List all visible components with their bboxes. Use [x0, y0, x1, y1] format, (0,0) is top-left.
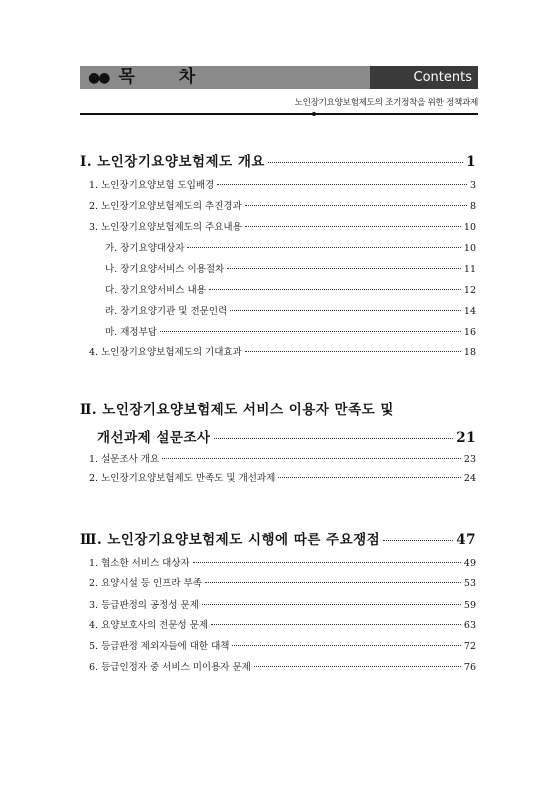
dot-leader — [209, 289, 461, 290]
toc-page-number: 59 — [463, 600, 476, 611]
toc-chapter-2[interactable] — [97, 426, 476, 446]
toc-page-number: 12 — [463, 285, 476, 296]
dot-leader — [245, 351, 461, 352]
toc-subsection-label: 가. 장기요양대상자 — [105, 243, 185, 254]
dot-leader — [254, 666, 461, 667]
toc-chapter-2-line1[interactable]: Ⅱ. 노인장기요양보험제도 서비스 이용자 만족도 및 — [80, 402, 394, 418]
toc-page-number: 47 — [456, 532, 476, 548]
toc-page-number: 16 — [463, 327, 476, 338]
dot-leader — [383, 540, 453, 541]
toc-section[interactable] — [89, 219, 476, 233]
dot-leader — [278, 477, 461, 478]
toc-subsection-label: 마. 재정부담 — [105, 327, 157, 338]
toc-page-number: 1 — [466, 154, 476, 170]
toc-page-number: 21 — [456, 430, 476, 446]
toc-page-number: 49 — [463, 558, 476, 569]
toc-section[interactable] — [89, 177, 476, 191]
dot-leader — [227, 268, 461, 269]
toc-chapter-3[interactable] — [80, 528, 476, 548]
toc-section-label: 2. 노인장기요양보험제도의 추진경과 — [89, 201, 242, 212]
toc-section[interactable] — [89, 617, 476, 631]
toc-chapter-title: Ⅰ. 노인장기요양보험제도 개요 — [80, 154, 265, 170]
dot-leader — [232, 645, 460, 646]
toc-section[interactable] — [89, 451, 476, 465]
toc-page-number: 53 — [463, 578, 476, 589]
toc-section[interactable] — [89, 555, 476, 569]
dot-leader — [193, 562, 461, 563]
toc-subsection[interactable] — [105, 240, 476, 254]
toc-page-number: 11 — [463, 264, 476, 275]
toc-chapter-title: 개선과제 설문조사 — [97, 430, 211, 446]
bullet-dots-icon: ●● — [88, 70, 109, 86]
report-subtitle: 노인장기요양보험제도의 조기정착을 위한 정책과제 — [294, 98, 478, 108]
toc-page-number: 24 — [463, 473, 476, 484]
toc-section-label: 3. 노인장기요양보험제도의 주요내용 — [89, 222, 242, 233]
dot-leader — [162, 458, 461, 459]
toc-subsection-label: 다. 장기요양서비스 내용 — [105, 285, 206, 296]
toc-section-label: 2. 노인장기요양보험제도 만족도 및 개선과제 — [89, 473, 276, 484]
toc-section-label: 4. 노인장기요양보험제도의 기대효과 — [89, 347, 242, 358]
toc-subsection[interactable] — [105, 282, 476, 296]
dot-leader — [214, 438, 454, 439]
toc-section[interactable] — [89, 470, 476, 484]
toc-section-label: 3. 등급판정의 공정성 문제 — [89, 600, 199, 611]
toc-page-number: 8 — [469, 201, 476, 212]
toc-section[interactable] — [89, 344, 476, 358]
header-title-panel — [80, 66, 370, 89]
toc-section-label: 6. 등급인정자 중 서비스 미이용자 문제 — [89, 662, 251, 673]
dot-leader — [217, 184, 467, 185]
toc-chapter-1[interactable] — [80, 150, 476, 170]
dot-leader — [187, 247, 460, 248]
toc-page-number: 18 — [463, 347, 476, 358]
dot-leader — [245, 205, 467, 206]
toc-section-label: 4. 요양보호사의 전문성 문제 — [89, 620, 209, 631]
toc-page-number: 3 — [469, 180, 476, 191]
title-char-1: 목 — [118, 67, 137, 87]
toc-section-label: 1. 협소한 서비스 대상자 — [89, 558, 190, 569]
dot-leader — [202, 604, 461, 605]
dot-leader — [205, 582, 461, 583]
toc-section-label: 5. 등급판정 제외자들에 대한 대책 — [89, 641, 230, 652]
toc-subsection-label: 라. 장기요양기관 및 전문인력 — [105, 306, 228, 317]
toc-section[interactable] — [89, 575, 476, 589]
header-bar — [80, 66, 478, 89]
toc-chapter-title: Ⅲ. 노인장기요양보험제도 시행에 따른 주요쟁점 — [80, 532, 381, 548]
toc-section[interactable] — [89, 597, 476, 611]
toc-subsection-label: 나. 장기요양서비스 이용절차 — [105, 264, 225, 275]
toc-section-label: 1. 노인장기요양보험 도입배경 — [89, 180, 215, 191]
header-divider — [80, 113, 478, 115]
dot-leader — [245, 226, 461, 227]
dot-leader — [268, 162, 463, 163]
toc-page-number: 76 — [463, 662, 476, 673]
toc-section-label: 2. 요양시설 등 인프라 부족 — [89, 578, 202, 589]
page-title — [88, 67, 197, 88]
toc-page-number: 10 — [463, 243, 476, 254]
toc-page-number: 10 — [463, 222, 476, 233]
contents-label: Contents — [370, 66, 478, 89]
toc-section[interactable] — [89, 659, 476, 673]
toc-page-number: 14 — [463, 306, 476, 317]
toc-section[interactable] — [89, 638, 476, 652]
toc-page-number: 63 — [463, 620, 476, 631]
dot-leader — [211, 624, 461, 625]
toc-section-label: 1. 설문조사 개요 — [89, 454, 160, 465]
toc-section[interactable] — [89, 198, 476, 212]
dot-leader — [230, 310, 461, 311]
toc-subsection[interactable] — [105, 324, 476, 338]
toc-page-number: 23 — [463, 454, 476, 465]
toc-page-number: 72 — [463, 641, 476, 652]
toc-subsection[interactable] — [105, 261, 476, 275]
dot-leader — [160, 331, 461, 332]
toc-subsection[interactable] — [105, 303, 476, 317]
title-char-2: 차 — [178, 67, 198, 87]
